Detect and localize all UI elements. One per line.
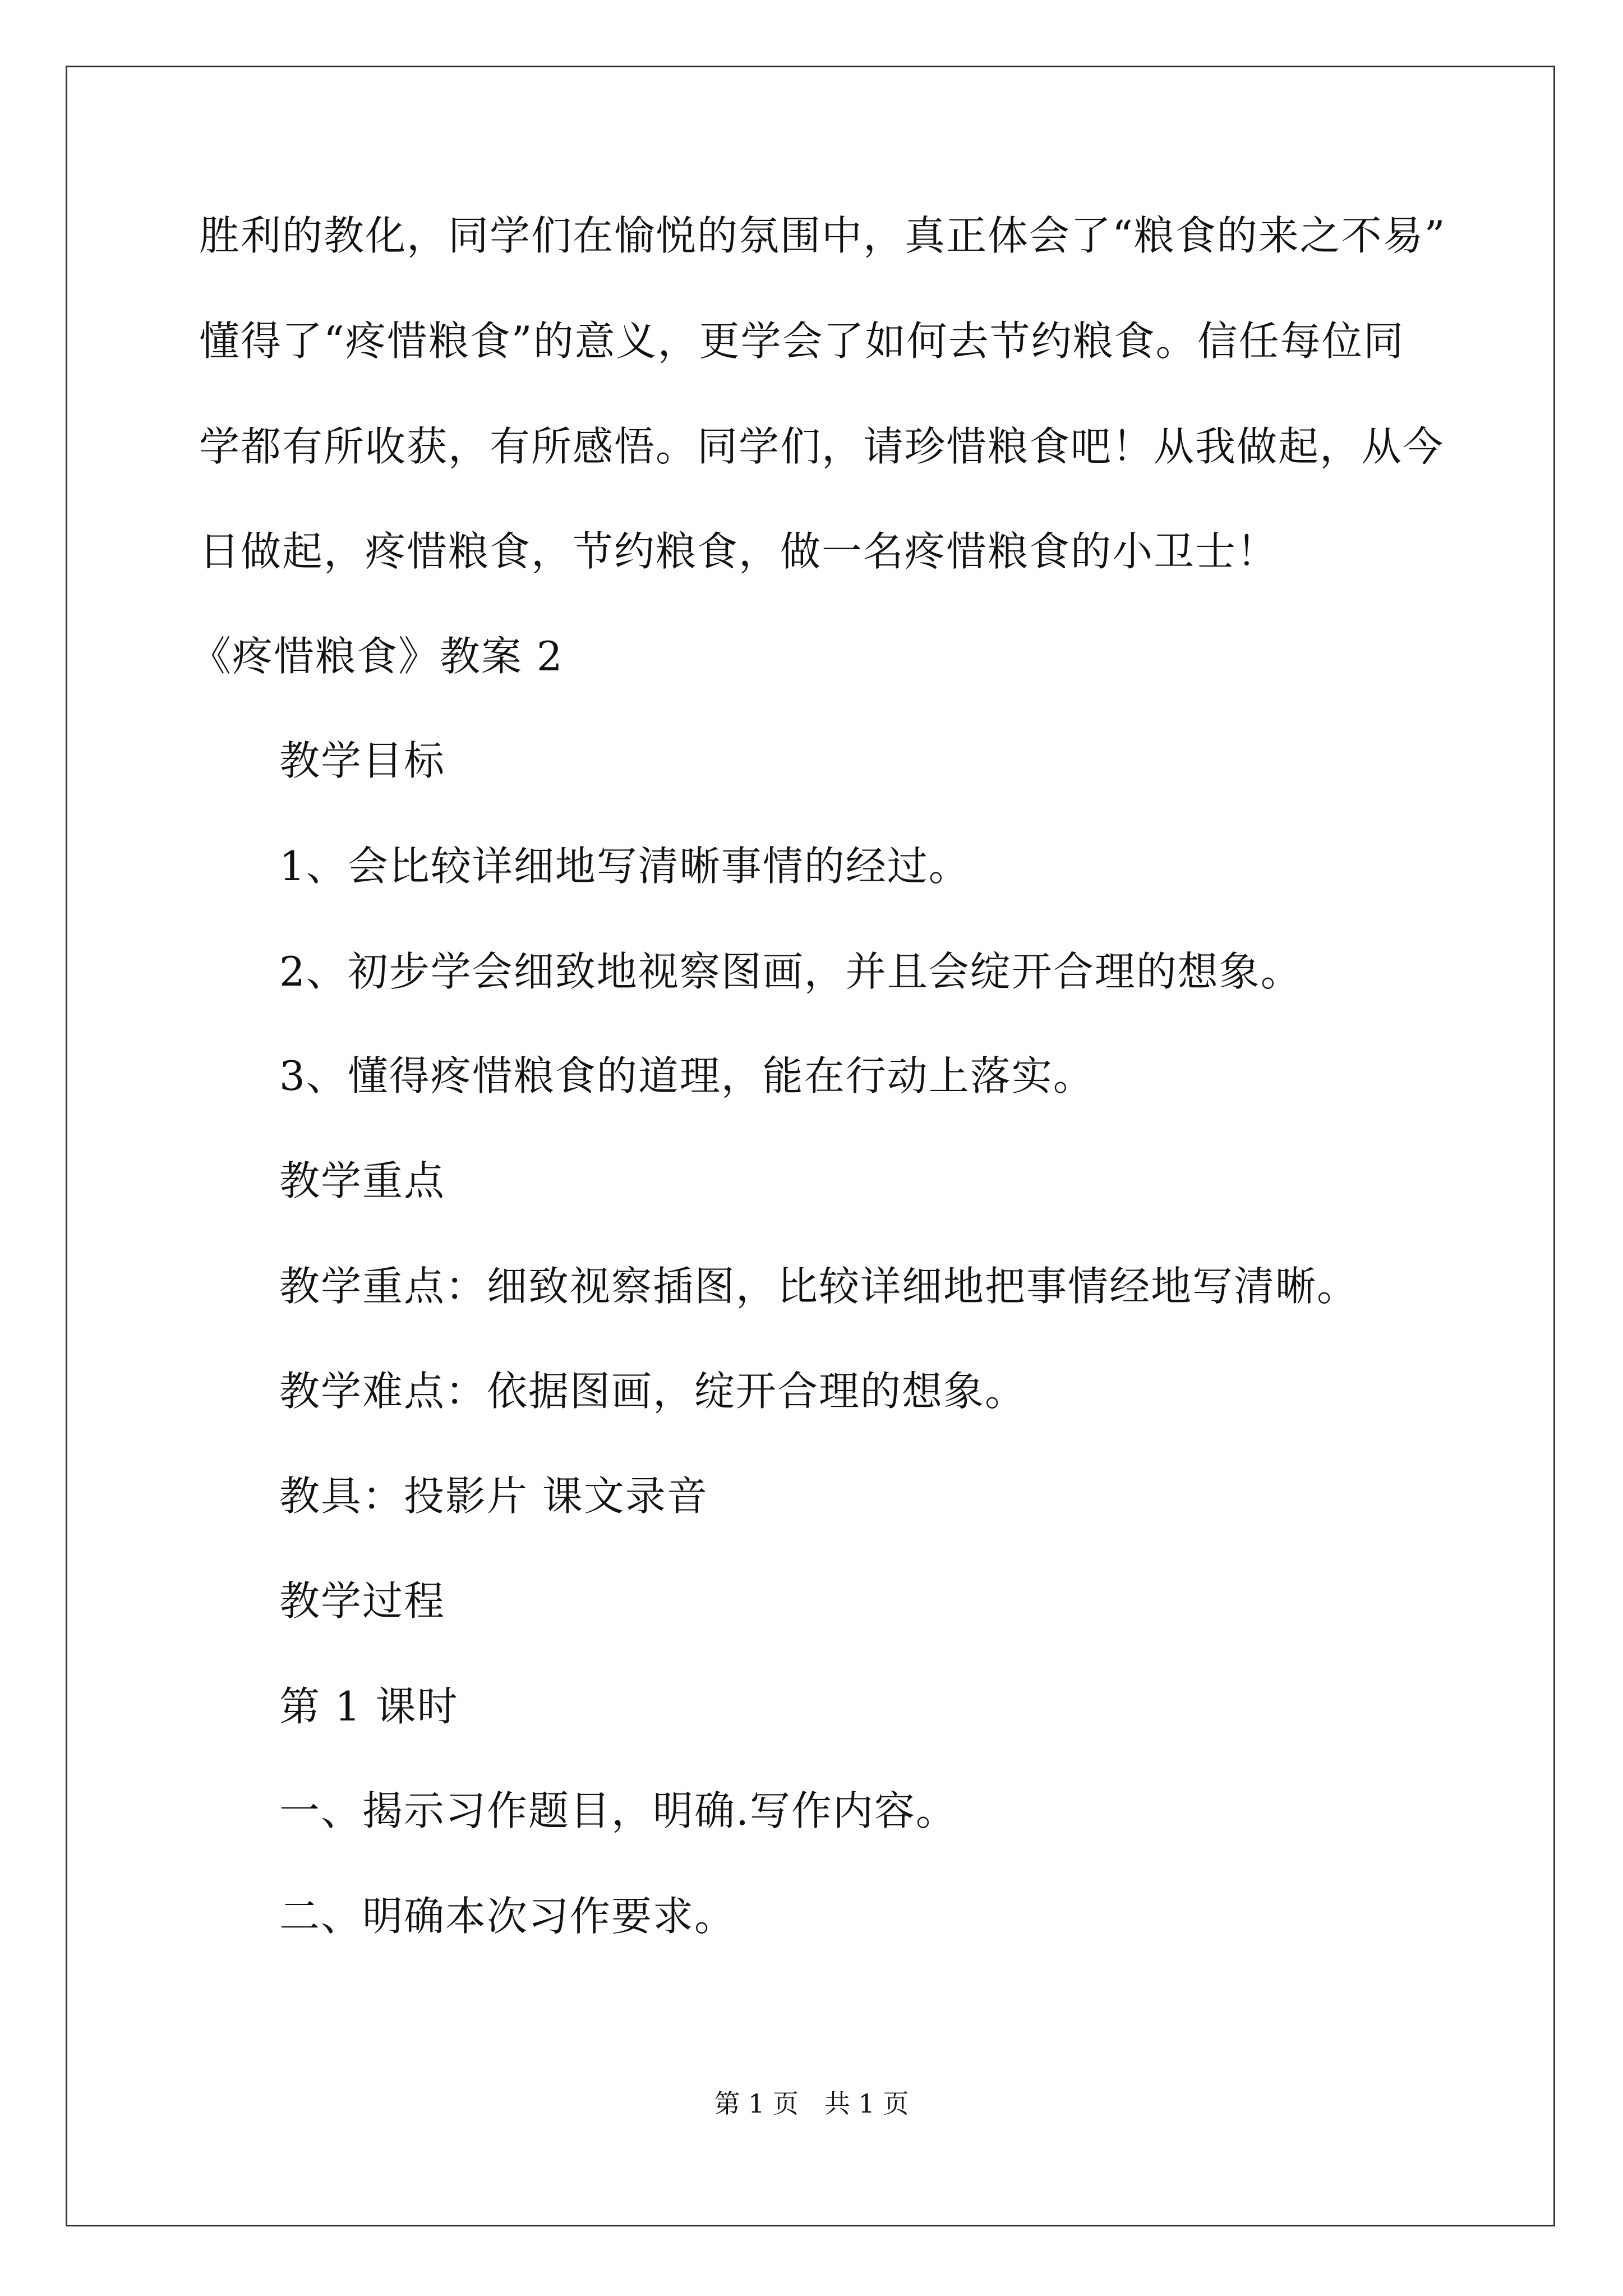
step-1-line: 一、揭示习作题目，明确.写作内容。 <box>279 1787 957 1834</box>
step-2-line: 二、明确本次习作要求。 <box>279 1893 736 1940</box>
paragraph-line-3: 学都有所收获，有所感悟。同学们，请珍惜粮食吧！从我做起，从今 <box>199 423 1445 470</box>
page-footer: 第 1 页 共 1 页 <box>714 2088 909 2119</box>
difficulty-line: 教学难点：依据图画，绽开合理的想象。 <box>279 1368 1027 1415</box>
key-point-line: 教学重点：细致视察插图，比较详细地把事情经地写清晰。 <box>279 1263 1359 1310</box>
paragraph-line-2: 懂得了“疼惜粮食”的意义，更学会了如何去节约粮食。信任每位同 <box>199 318 1405 365</box>
heading-key-points: 教学重点 <box>279 1157 446 1204</box>
paragraph-line-1: 胜利的教化，同学们在愉悦的氛围中，真正体会了“粮食的来之不易” <box>199 212 1446 259</box>
goal-item-1: 1、会比较详细地写清晰事情的经过。 <box>279 843 970 890</box>
goal-item-3: 3、懂得疼惜粮食的道理，能在行动上落实。 <box>279 1052 1095 1099</box>
lesson-period-line: 第 1 课时 <box>279 1683 459 1730</box>
teaching-aids-line: 教具：投影片 课文录音 <box>279 1473 708 1520</box>
heading-teaching-goals: 教学目标 <box>279 737 446 784</box>
heading-teaching-process: 教学过程 <box>279 1577 446 1625</box>
paragraph-line-4: 日做起，疼惜粮食，节约粮食，做一名疼惜粮食的小卫士！ <box>199 528 1279 575</box>
section-title: 《疼惜粮食》教案 2 <box>191 633 564 680</box>
goal-item-2: 2、初步学会细致地视察图画，并且会绽开合理的想象。 <box>279 948 1302 995</box>
